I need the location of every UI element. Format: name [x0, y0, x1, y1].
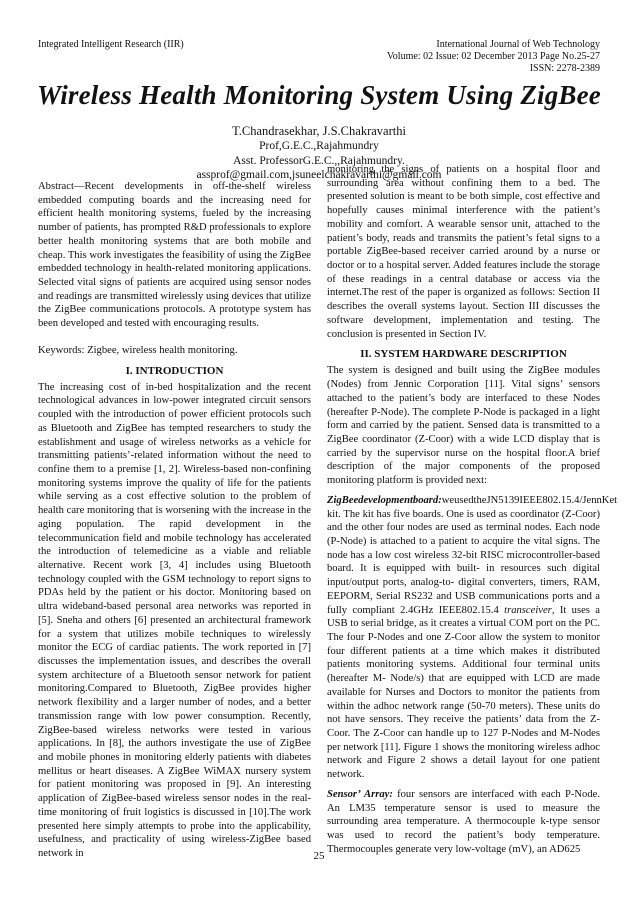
section-heading-hardware: II. SYSTEM HARDWARE DESCRIPTION: [360, 348, 567, 361]
zigbee-board-italic: transceiver: [504, 604, 552, 616]
author-names: T.Chandrasekhar, J.S.Chakravarthi: [232, 124, 406, 138]
zigbee-board-text-1: weusedtheJN5139IEEE802.15.4/JennKet kit. The kit has five boards. One is used as coordinator (Z-Coor) and the other four nodes are used as terminal nodes. Each node (P-Node) is attached to a patient to acquire the vital signs. The node has a low cost wireless 32-bit RISC microcontroller-based board. It is equipped with built- in resources such digital input/output ports, analog-to- digital converters, timers, RAM, EEPORM, Serial RS232 and USB communications ports and a fully compliant 2.4GHz IEEE802.15.4: [327, 494, 618, 616]
journal-name: International Journal of Web Technology: [436, 39, 600, 50]
zigbee-board-lead: ZigBeedevelopmentboard:: [327, 494, 442, 506]
author-affiliation-2: Asst. ProfessorG.E.C.,,Rajahmundry.: [233, 154, 405, 167]
author-affiliation-1: Prof,G.E.C.,Rajahmundry: [259, 140, 379, 152]
hardware-paragraph: The system is designed and built using the ZigBee modules (Nodes) from Jennic Corporation [11]. Vital signs’ sensors attached to the patient’s body are interfaced to these Nodes (hereafter P-Node). The complete P-Node is packaged in a light form and carried by the patient. Sensed data is transmitted to a ZigBee coordinator (Z-Coor) with a wide LCD display that is carried by the supervisor nurse on the hospital floor.A brief description of the major components of the proposed monitoring platform is provided next:: [327, 365, 600, 487]
zigbee-board-paragraph: [327, 494, 618, 782]
introduction-continued: monitoring the signs of patients on a hospital floor and surrounding area without confining them to a bed. The presented solution is meant to be both simple, cost effective and hopefully causes minimal interference with the patient’s mobility and comfort. A wearable sensor unit, attached to the patient’s body, reads and transmits the patient’s fetal signs to a portable ZigBee-based receiver carried around by a nurse or doctor or to a hospital server. Added features include the storage of these readings in a central database or access via the internet.The rest of the paper is organized as follows: Section II describes the overall systems layout. Section III discusses the software development, implementation and testing. The conclusion is presented in Section IV.: [327, 164, 600, 340]
journal-issue: Volume: 02 Issue: 02 December 2013 Page No.25-27: [386, 51, 600, 62]
keywords: Keywords: Zigbee, wireless health monitoring.: [38, 344, 238, 356]
paper-title: Wireless Health Monitoring System Using ZigBee: [37, 80, 601, 110]
journal-issn: ISSN: 2278-2389: [529, 63, 600, 74]
journal-header-left: Integrated Intelligent Research (IIR): [38, 39, 184, 50]
introduction-paragraph: The increasing cost of in-bed hospitalization and the recent technological advances in low-power integrated circuit sensors coupled with the introduction of power efficient protocols such as Bluetooth and ZigBee has tempted researchers to study the establishment and usage of wireless networks as a vehicle for transmitting patients’-related information without the need to confine them to a premise [1, 2]. Wireless-based non-confining monitoring systems improve the quality of life for the patients while serving as a cost effective solution to the problem of health care monitoring that is worsening with the increase in the aging population. The rapid development in the telecommunication field and mobile technology has accelerated the introduction of telemedicine as a viable and reliable alternative. Recent work [3, 4] includes using Bluetooth technology coupled with the GSM technology to report signs to PDAs held by the patient or his doctor. Monitoring based on ultra wideband-based personal area networks was reported in [5]. Sneha and others [6] presented an architectural framework for a system that utilizes mobile techniques to wirelessly monitor the ECG of cardiac patients. The work reported in [7] discusses the implementation issues, and describes the overall system architecture of a Bluetooth sensor network for patient monitoring.Compared to Bluetooth, ZigBee provides higher network flexibility and a larger number of nodes, and a better transmission range with low power consumption. Recently, ZigBee-based wireless networks were tested in various applications. In [8], the authors investigate the use of ZigBee and mobile phones in monitoring elderly patients with diabetes mellitus or heart diseases. A ZigBee WiMAX nursery system for patient monitoring was proposed in [9]. An interesting application of ZigBee-based wireless sensor nodes in the real-time monitoring of fruit logistics is discussed in [10].The work presented here simply attempts to probe into the applicability, usefulness, and practicality of using wireless-ZigBee based network in: [38, 381, 311, 860]
left-column: [38, 180, 311, 861]
section-heading-introduction: I. INTRODUCTION: [125, 364, 224, 377]
sensor-array-paragraph: [327, 788, 600, 857]
author-emails: assprof@gmail.com,jsuneelchakravarthi@gmail.com: [196, 169, 442, 181]
right-column: [327, 163, 618, 857]
zigbee-board-text-2: , It uses a USB to serial bridge, as it creates a virtual COM port on the PC. The four P-Nodes and one Z-Coor allow the system to monitor four different patients at a time which makes it distributed patients monitoring systems. Additional four terminal units (hereafter M- Node/s) that are equipped with LCD are made available for Nurses and Doctors to monitor the patients from within the adhoc network range (50-70 meters). These units do not have sensors. They receive the patients’ data from the Z-Coor. The Z-Coor can handle up to 127 P-Nodes and M-Nodes per network [11]. Figure 1 shows the monitoring wireless adhoc network and Figure 2 shows a detail layout for one patient network.: [327, 604, 600, 781]
journal-header-right: [387, 39, 600, 75]
sensor-array-lead: Sensor’ Array:: [327, 788, 393, 800]
page-number: 25: [313, 850, 325, 862]
abstract: Abstract—Recent developments in off-the-shelf wireless embedded computing boards and the increasing need for efficient health monitoring systems, fueled by the increasing number of patients, has prompted R&D professionals to explore better health monitoring systems that are both mobile and cheap. This work investigates the feasibility of using the ZigBee embedded technology in health-related monitoring applications. Selected vital signs of patients are acquired using sensor nodes and readings are transmitted wirelessly using devices that utilize the ZigBee communications protocols. A prototype system has been developed and tested with encouraging results.: [38, 181, 312, 330]
sensor-array-text: four sensors are interfaced with each P-Node. An LM35 temperature sensor is used to measure the surrounding area temperature. A thermocouple k-type sensor was used to record the patient’s body temperature. Thermocouples generate very low-voltage (mV), an AD625: [327, 788, 600, 855]
